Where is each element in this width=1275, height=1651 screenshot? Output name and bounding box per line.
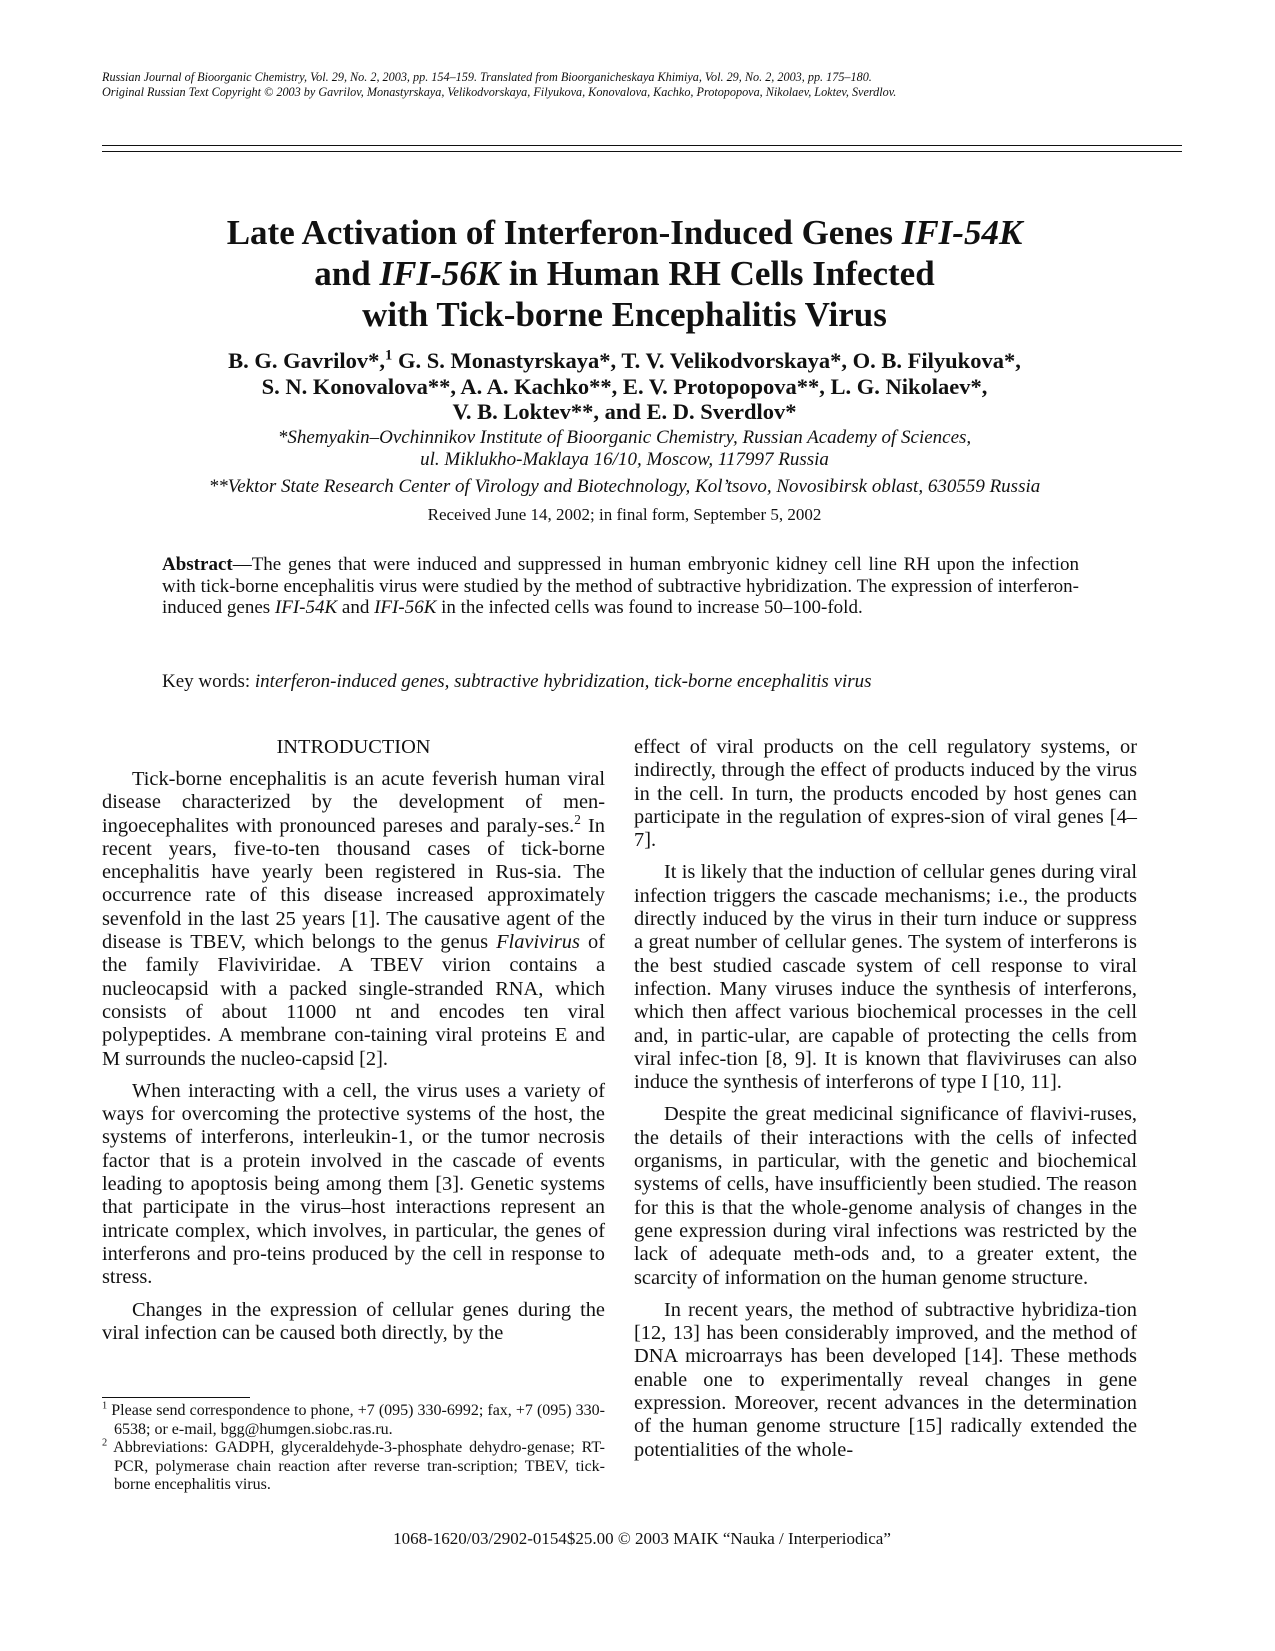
paragraph: effect of viral products on the cell regulatory systems, or indirectly, through the effect of products induced by the virus in the cell. In turn, the products encoded by host genes can participate in the regulation of expres-sion of viral genes [4–7]. (634, 736, 1137, 852)
left-column (102, 736, 605, 1354)
paragraph: Despite the great medicinal significance of flavivi-ruses, the details of their interactions with the cells of infected organisms, in particular, with the genetic and biochemical systems of cells, have insufficiently been studied. The reason for this is that the whole-genome analysis of changes in the gene expression during viral infections was restricted by the lack of adequate meth-ods and, to a greater extent, the scarcity of information on the human genome structure. (634, 1103, 1137, 1289)
paragraph: Tick-borne encephalitis is an acute feverish human viral disease characterized by the development of men-ingoecephalites with pronounced pareses and paraly-ses.$^2$ In recent years, five-to-ten thousand cases of tick-borne encephalitis have yearly been registered in Rus-sia. The occurrence rate of this disease increased approximately sevenfold in the last 25 years [1]. The causative agent of the disease is TBEV, which belongs to the genus Flavivirus of the family Flaviviridae. A TBEV virion contains a nucleocapsid with a packed single-stranded RNA, which consists of about 11000 nt and encodes ten viral polypeptides. A membrane con-taining viral proteins E and M surrounds the nucleo-capsid [2]. (102, 768, 605, 1070)
footnote-marker: 1 (385, 347, 393, 364)
abstract-label: Abstract (162, 554, 233, 575)
footnote: $^2$ Abbreviations: GADPH, glyceraldehyde-3-phosphate dehydro-genase; RT-PCR, polymerase chain reaction after reverse tran-scription; TBEV, tick-borne encephalitis virus. (102, 1437, 605, 1493)
gene-name: IFI-54K (901, 213, 1023, 252)
copyright-footer: 1068-1620/03/2902-0154$25.00 © 2003 MAIK “Nauka / Interperiodica” (393, 1529, 891, 1548)
affiliation-1: *Shemyakin–Ovchinnikov Institute of Bioorganic Chemistry, Russian Academy of Sciences, ul. Miklukho-Maklaya 16/10, Moscow, 117997 Russia (277, 427, 972, 470)
keywords-text: interferon-induced genes, subtractive hybridization, tick-borne encephalitis virus (254, 671, 872, 692)
header-line-2: Original Russian Text Copyright © 2003 by Gavrilov, Monastyrskaya, Velikodvorskaya, Filyukova, Konovalova, Kachko, Protopopova, Nikolaev, Loktev, Sverdlov. (102, 85, 897, 99)
header-line-1: Russian Journal of Bioorganic Chemistry, Vol. 29, No. 2, 2003, pp. 154–159. Translated from Bioorganicheskaya Khimiya, Vol. 29, No. 2, 2003, pp. 175–180. (102, 70, 872, 84)
keywords-label: Key words: (162, 671, 255, 692)
journal-header (102, 70, 1182, 100)
header-rule-top (102, 145, 1182, 146)
article-title: Late Activation of Interferon-Induced Genes IFI-54K and IFI-56K in Human RH Cells Infected with Tick-borne Encephalitis Virus (226, 213, 1023, 334)
paragraph: Changes in the expression of cellular genes during the viral infection can be caused both directly, by the (102, 1298, 605, 1344)
footnote-marker: 2 (574, 811, 581, 827)
paragraph: In recent years, the method of subtractive hybridiza-tion [12, 13] has been considerably improved, and the method of DNA microarrays has been developed [14]. These methods enable one to experimentally reveal changes in gene expression. Moreover, recent advances in the determination of the human genome structure [15] radically extended the potentialities of the whole- (634, 1298, 1137, 1461)
header-rule-bottom (102, 151, 1182, 152)
received-date: Received June 14, 2002; in final form, September 5, 2002 (427, 505, 822, 524)
footnote: $^1$ Please send correspondence to phone, +7 (095) 330-6992; fax, +7 (095) 330-6538; or e-mail, bgg@humgen.siobc.ras.ru. (102, 1400, 605, 1438)
keywords (162, 671, 1112, 693)
affiliation-2: **Vektor State Research Center of Virology and Biotechnology, Kol’tsovo, Novosibirsk oblast, 630559 Russia (208, 476, 1041, 497)
gene-name: IFI-56K (379, 254, 501, 293)
abstract: Abstract—The genes that were induced and suppressed in human embryonic kidney cell line RH upon the infection with tick-borne encephalitis virus were studied by the method of subtractive hybridization. The expression of interferon-induced genes IFI-54K and IFI-56K in the infected cells was found to increase 50–100-fold. (162, 554, 1079, 619)
section-heading: INTRODUCTION (276, 736, 431, 758)
paragraph: It is likely that the induction of cellular genes during viral infection triggers the cascade mechanisms; i.e., the products directly induced by the virus in their turn induce or suppress a great number of cellular genes. The system of interferons is the best studied cascade system of cell response to viral infection. Many viruses induce the synthesis of interferons, which then affect various biochemical processes in the cell and, in partic-ular, are capable of protecting the cells from viral infec-tion [8, 9]. It is known that flaviviruses can also induce the synthesis of interferons of type I [10, 11]. (634, 861, 1137, 1094)
footnote-rule (102, 1397, 250, 1398)
right-column (634, 736, 1137, 1471)
author-list: B. G. Gavrilov*,$^1$ G. S. Monastyrskaya*, T. V. Velikodvorskaya*, O. B. Filyukova*, S. N. Konovalova**, A. A. Kachko**, E. V. Protopopova**, L. G. Nikolaev*, V. B. Loktev**, and E. D. Sverdlov* (228, 347, 1021, 424)
paragraph: When interacting with a cell, the virus uses a variety of ways for overcoming the protective systems of the host, the systems of interferons, interleukin-1, or the tumor necrosis factor that is a protein involved in the cascade of events leading to apoptosis being among them [3]. Genetic systems that participate in the virus–host interactions represent an intricate complex, which involves, in particular, the genes of interferons and pro-teins produced by the cell in response to stress. (102, 1079, 605, 1289)
footnotes (102, 1402, 605, 1495)
